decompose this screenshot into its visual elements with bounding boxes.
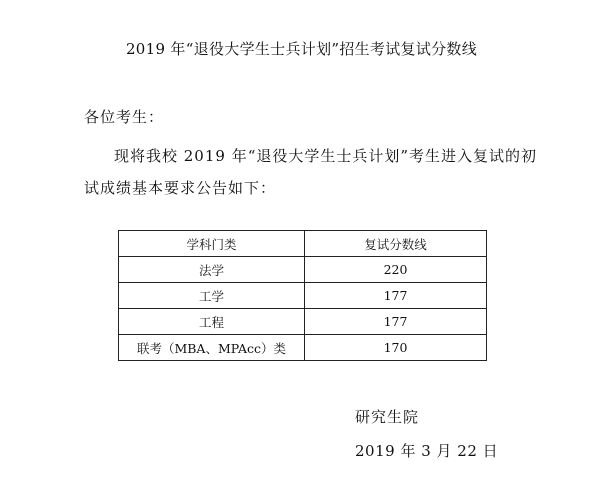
table-row	[119, 335, 487, 361]
category-cell: 联考（MBA、MPAcc）类	[119, 335, 305, 361]
category-cell: 工学	[119, 283, 305, 309]
column-header-score: 复试分数线	[305, 231, 487, 257]
salutation: 各位考生：	[84, 108, 165, 126]
column-header-category: 学科门类	[119, 231, 305, 257]
table-header-row	[119, 231, 487, 257]
score-cell: 170	[305, 335, 487, 361]
announcement-body: 现将我校 2019 年“退役大学生士兵计划”考生进入复试的初试成绩基本要求公告如下：	[84, 147, 538, 197]
table-row	[119, 309, 487, 335]
score-cell: 220	[305, 257, 487, 283]
score-cell: 177	[305, 309, 487, 335]
table-row	[119, 283, 487, 309]
date: 2019 年 3 月 22 日	[355, 442, 499, 460]
signature: 研究生院	[355, 408, 420, 426]
category-cell: 工程	[119, 309, 305, 335]
table-row	[119, 257, 487, 283]
score-cell: 177	[305, 283, 487, 309]
category-cell: 法学	[119, 257, 305, 283]
document-title: 2019 年“退役大学生士兵计划”招生考试复试分数线	[125, 40, 478, 58]
score-table	[118, 230, 487, 361]
